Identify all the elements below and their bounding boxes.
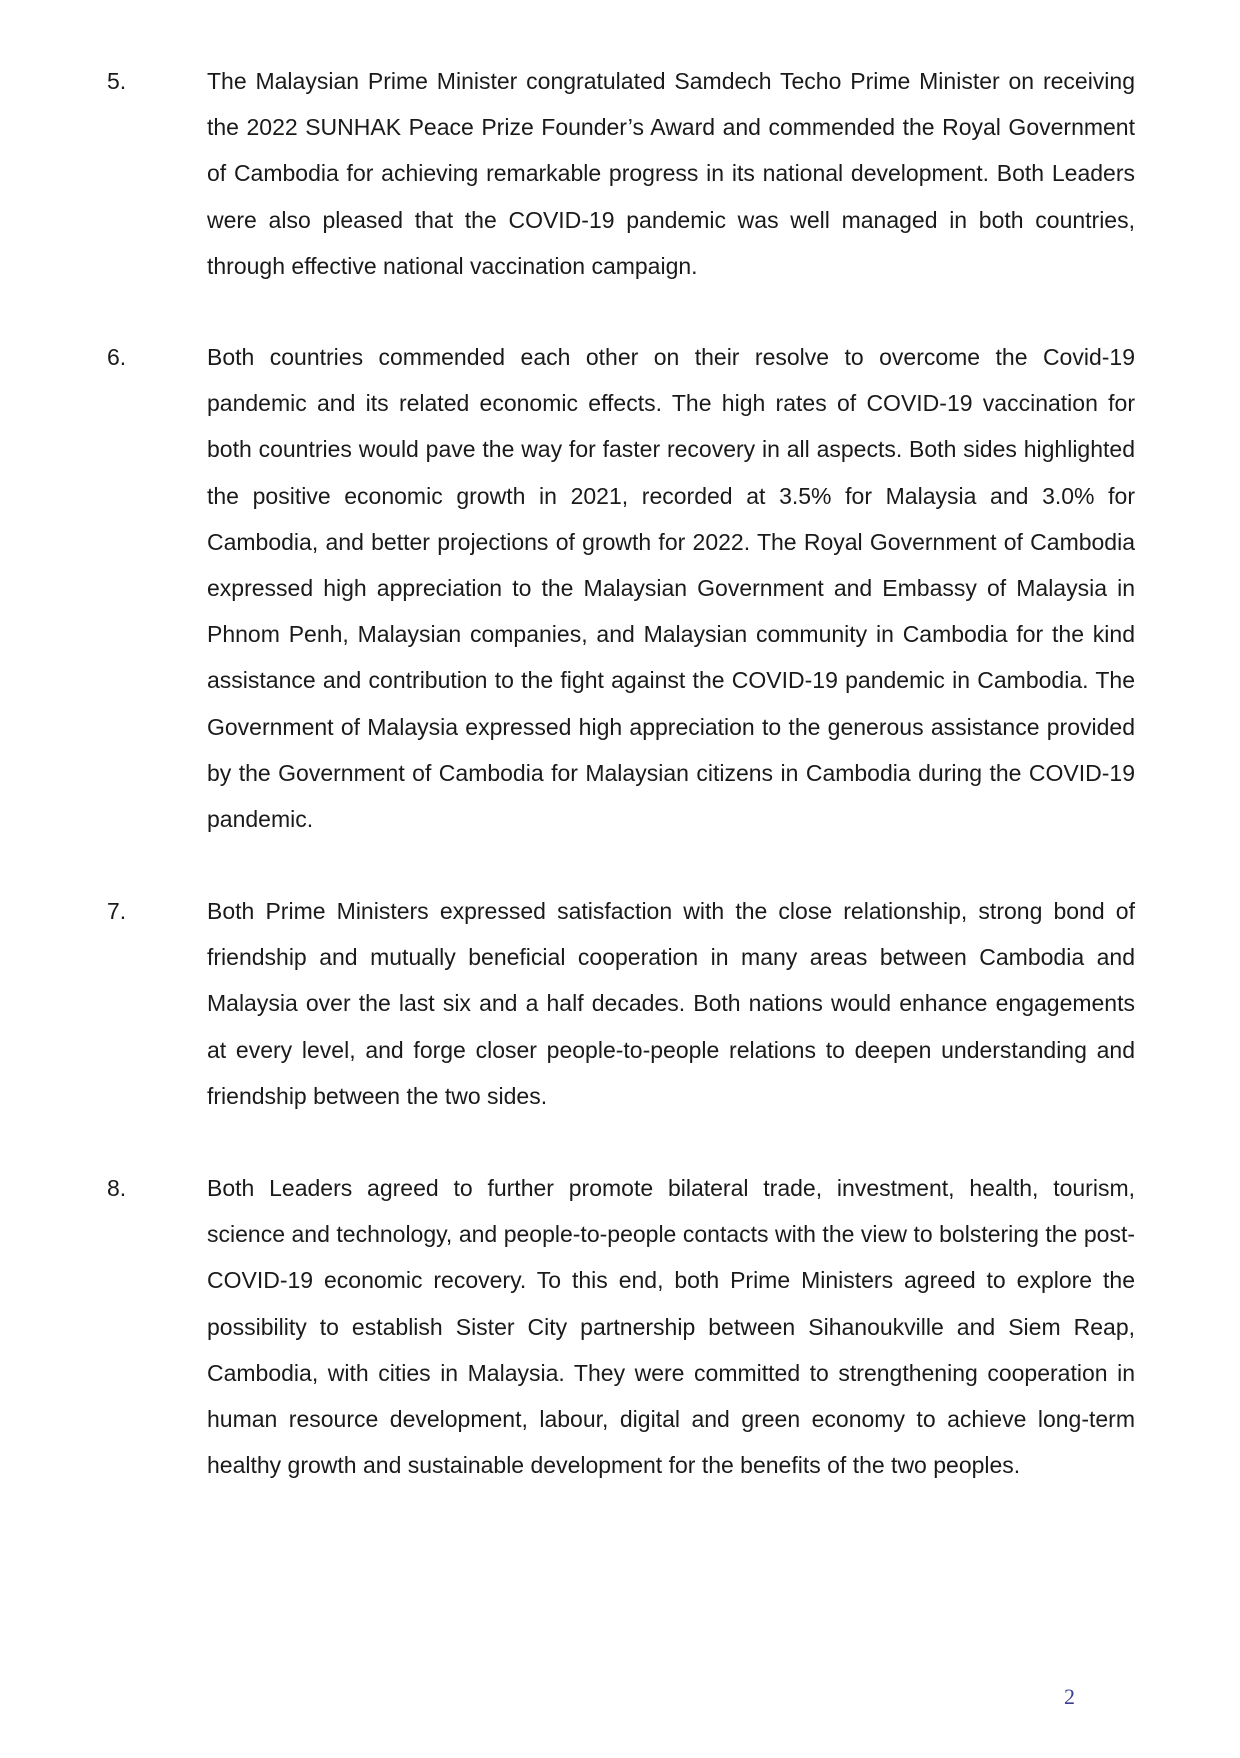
paragraph-number: 8. [107,1175,127,1201]
paragraph-number: 6. [107,344,127,370]
paragraph-text: Both Leaders agreed to further promote bilateral trade, investment, health, tourism, science and technology, and people-to-people contacts with the view to bolstering the post-COVID-19 economic recovery. To this end, both Prime Ministers agreed to explore the possibility to establish Sister City partnership between Sihanoukville and Siem Reap, Cambodia, with cities in Malaysia. They were committed to strengthening cooperation in human resource development, labour, digital and green economy to achieve long-term healthy growth and sustainable development for the benefits of the two peoples. [207,1175,1135,1479]
page-number: 2 [1064,1684,1075,1709]
paragraph-text: Both countries commended each other on their resolve to overcome the Covid-19 pandemic and its related economic effects. The high rates of COVID-19 vaccination for both countries would pave the way for faster recovery in all aspects. Both sides highlighted the positive economic growth in 2021, recorded at 3.5% for Malaysia and 3.0% for Cambodia, and better projections of growth for 2022. The Royal Government of Cambodia expressed high appreciation to the Malaysian Government and Embassy of Malaysia in Phnom Penh, Malaysian companies, and Malaysian community in Cambodia for the kind assistance and contribution to the fight against the COVID-19 pandemic in Cambodia. The Government of Malaysia expressed high appreciation to the generous assistance provided by the Government of Cambodia for Malaysian citizens in Cambodia during the COVID-19 pandemic. [207,344,1135,833]
paragraph-text: Both Prime Ministers expressed satisfaction with the close relationship, strong bond of friendship and mutually beneficial cooperation in many areas between Cambodia and Malaysia over the last six and a half decades. Both nations would enhance engagements at every level, and forge closer people-to-people relations to deepen understanding and friendship between the two sides. [207,898,1135,1109]
paragraph-text: The Malaysian Prime Minister congratulated Samdech Techo Prime Minister on receiving the 2022 SUNHAK Peace Prize Founder’s Award and commended the Royal Government of Cambodia for achieving remarkable progress in its national development. Both Leaders were also pleased that the COVID-19 pandemic was well managed in both countries, through effective national vaccination campaign. [207,68,1135,279]
paragraph-number: 5. [107,68,127,94]
paragraph-number: 7. [107,898,127,924]
